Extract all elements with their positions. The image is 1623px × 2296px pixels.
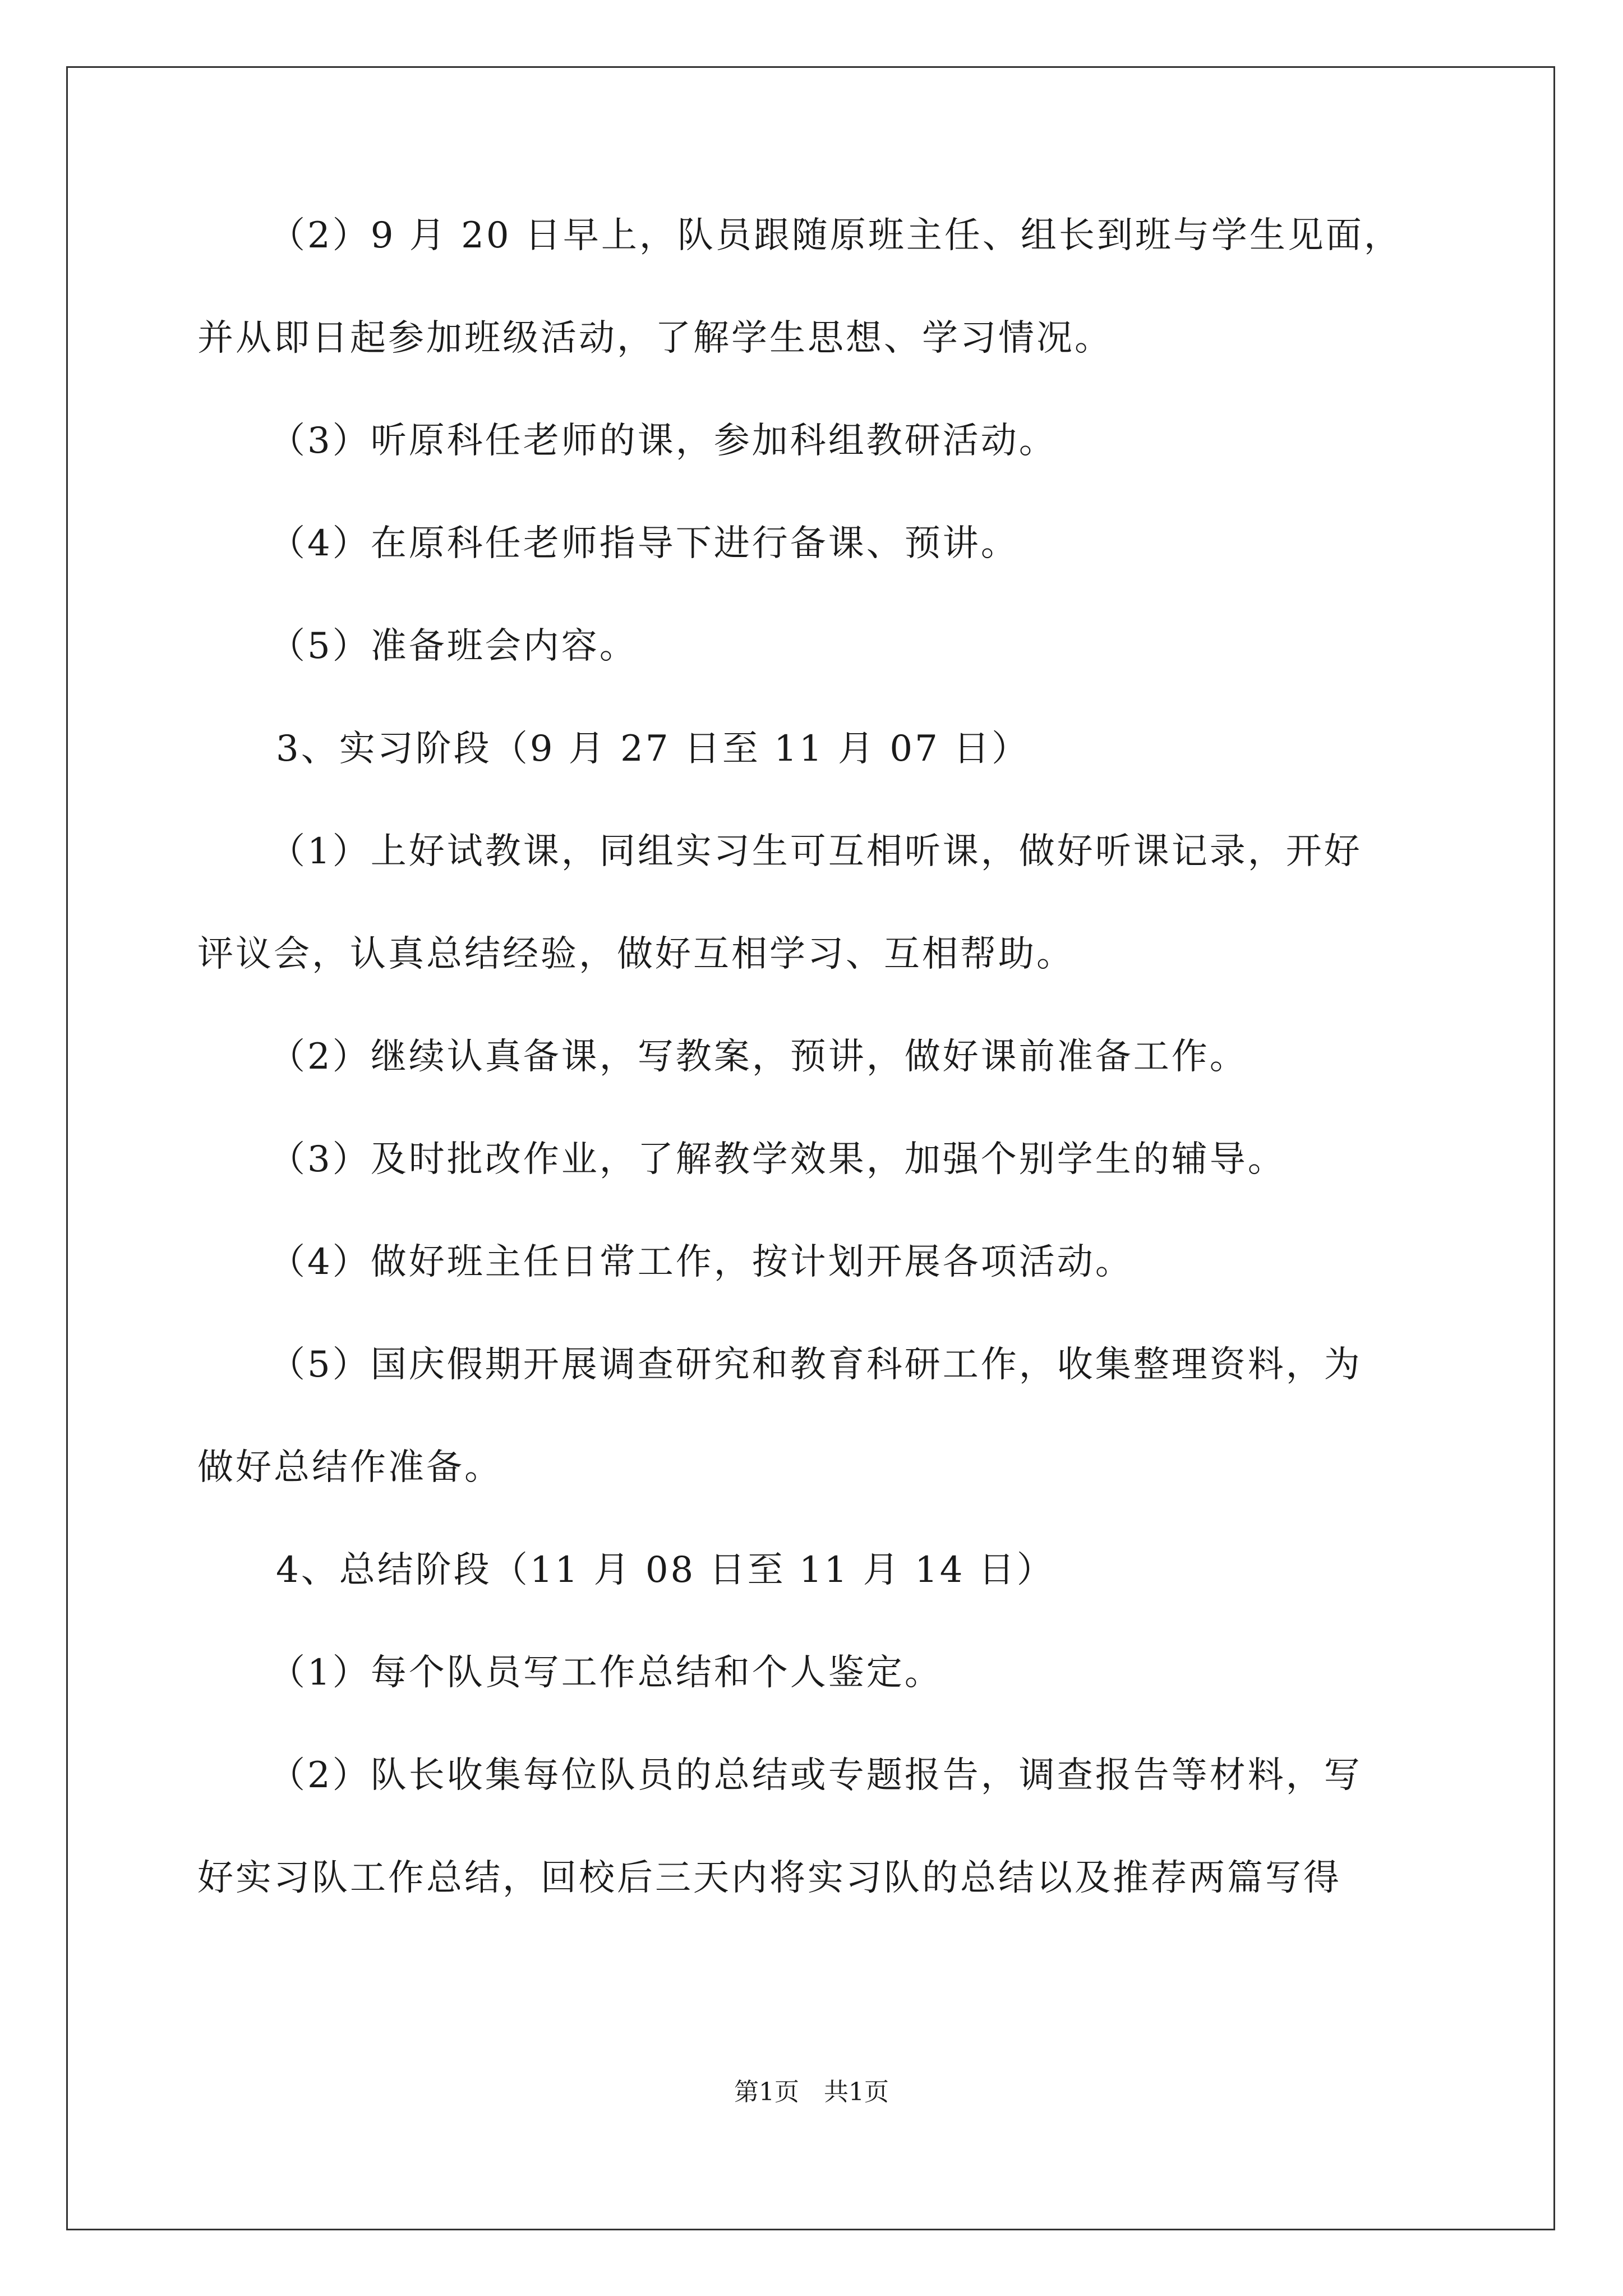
paragraph-line: （3）及时批改作业，了解教学效果，加强个别学生的辅导。: [269, 1139, 1286, 1180]
paragraph-line: （4）做好班主任日常工作，按计划开展各项活动。: [269, 1241, 1133, 1283]
paragraph-line: （5）国庆假期开展调查研究和教育科研工作，收集整理资料，为: [269, 1344, 1362, 1386]
paragraph-line: （4）在原科任老师指导下进行备课、预讲。: [269, 523, 1019, 564]
paragraph-line: （2）继续认真备课，写教案，预讲，做好课前准备工作。: [269, 1036, 1248, 1078]
paragraph-line: （5）准备班会内容。: [269, 625, 638, 667]
paragraph-line: （3）听原科任老师的课，参加科组教研活动。: [269, 420, 1057, 462]
paragraph-line: 并从即日起参加班级活动，了解学生思想、学习情况。: [197, 318, 1113, 359]
paragraph-line: 好实习队工作总结，回校后三天内将实习队的总结以及推荐两篇写得: [197, 1857, 1341, 1899]
section-heading: 3、实习阶段（9 月 27 日至 11 月 07 日）: [276, 728, 1030, 770]
section-heading: 4、总结阶段（11 月 08 日至 11 月 14 日）: [276, 1549, 1055, 1591]
page-number-footer: 第1页 共1页: [734, 2078, 889, 2106]
paragraph-line: 评议会，认真总结经验，做好互相学习、互相帮助。: [197, 933, 1075, 975]
paragraph-line: （1）每个队员写工作总结和个人鉴定。: [269, 1652, 943, 1694]
paragraph-line: 做好总结作准备。: [197, 1447, 502, 1488]
paragraph-line: （2）9 月 20 日早上，队员跟随原班主任、组长到班与学生见面，: [269, 215, 1402, 256]
paragraph-line: （1）上好试教课，同组实习生可互相听课，做好听课记录，开好: [269, 831, 1362, 872]
paragraph-line: （2）队长收集每位队员的总结或专题报告，调查报告等材料，写: [269, 1755, 1362, 1796]
